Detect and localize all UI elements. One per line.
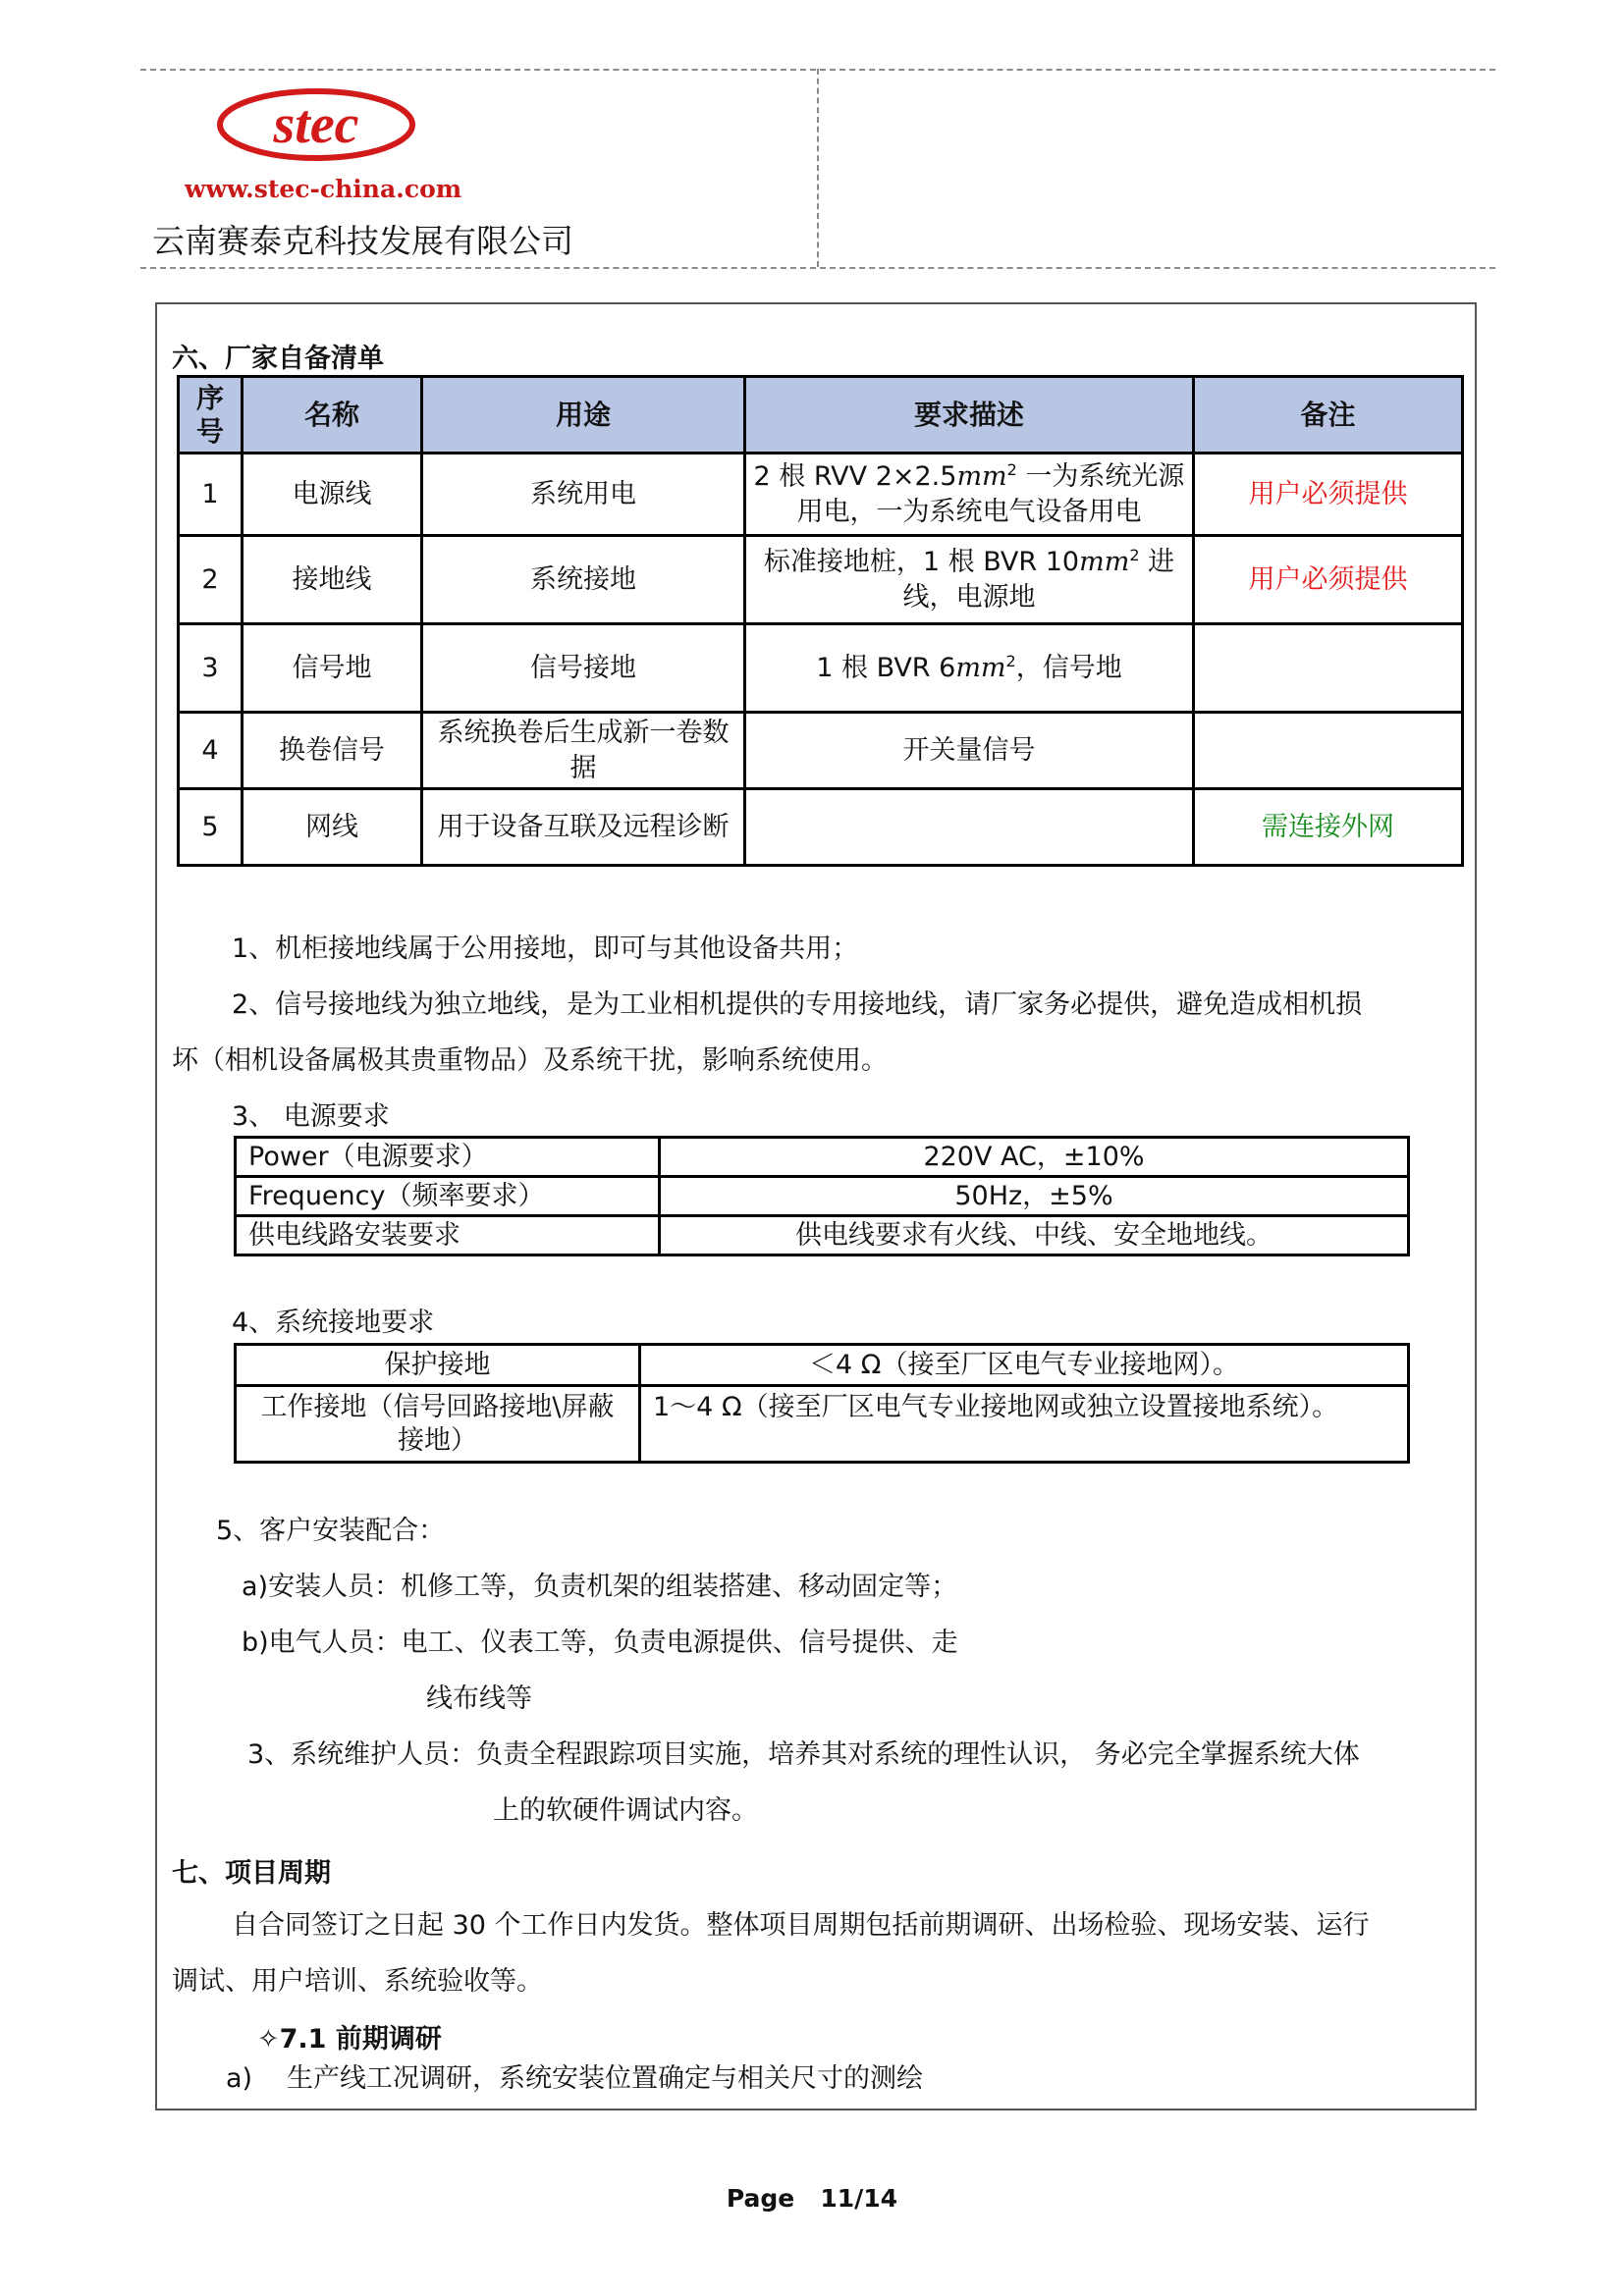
cell-desc: 2 根 RVV $2\times 2.5mm^2$ 一为系统光源用电，一为系统电气设备用电 <box>745 454 1194 536</box>
cell-use: 系统换卷后生成新一卷数据 <box>422 713 745 789</box>
protect-ground-key: 保护接地 <box>236 1345 640 1386</box>
col-header-desc: 要求描述 <box>745 377 1194 454</box>
stec-logo-icon <box>216 86 417 163</box>
note-2-cont: 坏（相机设备属极其贵重物品）及系统干扰，影响系统使用。 <box>172 1045 888 1076</box>
power-table <box>234 1136 1410 1256</box>
svg-text:stec: stec <box>273 94 359 155</box>
section7-title: 七、项目周期 <box>172 1858 331 1889</box>
table-header-row <box>179 377 1463 454</box>
cooperation-a: a)安装人员：机修工等，负责机架的组装搭建、移动固定等； <box>242 1572 958 1602</box>
cell-note: 需连接外网 <box>1194 789 1463 866</box>
cell-use: 系统接地 <box>422 536 745 624</box>
cell-desc: 1 根 BVR $6mm^2$，信号地 <box>745 624 1194 713</box>
cell-note: 用户必须提供 <box>1194 454 1463 536</box>
cell-no: 3 <box>179 624 243 713</box>
table-row <box>179 454 1463 536</box>
item-a-text: 生产线工况调研，系统安装位置确定与相关尺寸的测绘 <box>287 2063 923 2094</box>
supplies-table <box>177 375 1464 867</box>
cell-note <box>1194 624 1463 713</box>
table-row <box>179 789 1463 866</box>
cell-name: 电源线 <box>243 454 422 536</box>
cell-desc <box>745 789 1194 866</box>
cooperation-c-cont: 上的软硬件调试内容。 <box>493 1795 758 1826</box>
cell-desc: 标准接地桩，1 根 BVR $10mm^2$ 进线，电源地 <box>745 536 1194 624</box>
col-header-no: 序号 <box>179 377 243 454</box>
cooperation-b: b)电气人员：电工、仪表工等，负责电源提供、信号提供、走 <box>242 1628 958 1658</box>
diamond-bullet-icon: ✧ <box>257 2024 280 2055</box>
note-2: 2、信号接地线为独立地线，是为工业相机提供的专用接地线，请厂家务必提供，避免造成相机损 <box>232 989 1363 1020</box>
work-ground-value: 1～4 Ω（接至厂区电气专业接地网或独立设置接地系统）。 <box>640 1386 1409 1463</box>
cell-no: 2 <box>179 536 243 624</box>
cell-name: 网线 <box>243 789 422 866</box>
grounding-title: 4、系统接地要求 <box>232 1308 435 1338</box>
wiring-key: 供电线路安装要求 <box>236 1216 660 1255</box>
cell-desc: 开关量信号 <box>745 713 1194 789</box>
table-row <box>236 1177 1409 1216</box>
section7-p1: 自合同签订之日起 30 个工作日内发货。整体项目周期包括前期调研、出场检验、现场安装、运行 <box>232 1910 1370 1941</box>
power-key: Power（电源要求） <box>236 1138 660 1177</box>
table-row <box>179 713 1463 789</box>
section71-title: ✧7.1 前期调研 <box>257 2024 442 2055</box>
page-footer: Page 11/14 <box>726 2184 898 2213</box>
table-row <box>179 536 1463 624</box>
cell-no: 5 <box>179 789 243 866</box>
cooperation-b-cont: 线布线等 <box>426 1683 532 1714</box>
work-ground-key: 工作接地（信号回路接地\屏蔽接地） <box>236 1386 640 1463</box>
header-divider <box>817 69 819 267</box>
company-name: 云南赛泰克科技发展有限公司 <box>152 222 573 260</box>
col-header-use: 用途 <box>422 377 745 454</box>
table-row <box>236 1345 1409 1386</box>
wiring-value: 供电线要求有火线、中线、安全地地线。 <box>660 1216 1409 1255</box>
power-value: 220V AC，±10% <box>660 1138 1409 1177</box>
power-title: 3、 电源要求 <box>232 1101 390 1132</box>
table-row <box>236 1386 1409 1463</box>
section7-p2: 调试、用户培训、系统验收等。 <box>172 1966 543 1997</box>
protect-ground-value: ＜4 Ω（接至厂区电气专业接地网）。 <box>640 1345 1409 1386</box>
website-url[interactable]: www.stec-china.com <box>185 175 462 203</box>
col-header-name: 名称 <box>243 377 422 454</box>
cell-use: 系统用电 <box>422 454 745 536</box>
cell-no: 1 <box>179 454 243 536</box>
frequency-value: 50Hz，±5% <box>660 1177 1409 1216</box>
table-row <box>236 1138 1409 1177</box>
cell-note <box>1194 713 1463 789</box>
frequency-key: Frequency（频率要求） <box>236 1177 660 1216</box>
cell-name: 换卷信号 <box>243 713 422 789</box>
table-row <box>179 624 1463 713</box>
cell-note: 用户必须提供 <box>1194 536 1463 624</box>
cell-name: 接地线 <box>243 536 422 624</box>
cell-use: 信号接地 <box>422 624 745 713</box>
cooperation-title: 5、客户安装配合： <box>216 1516 446 1546</box>
cell-use: 用于设备互联及远程诊断 <box>422 789 745 866</box>
header-bottom-rule <box>140 267 1495 269</box>
col-header-note: 备注 <box>1194 377 1463 454</box>
cell-no: 4 <box>179 713 243 789</box>
grounding-table <box>234 1343 1410 1464</box>
cell-name: 信号地 <box>243 624 422 713</box>
section6-title: 六、厂家自备清单 <box>172 344 384 374</box>
cooperation-c: 3、系统维护人员：负责全程跟踪项目实施，培养其对系统的理性认识， 务必完全掌握系统大体 <box>247 1739 1360 1770</box>
table-row <box>236 1216 1409 1255</box>
note-1: 1、机柜接地线属于公用接地，即可与其他设备共用； <box>232 934 859 964</box>
item-a-label: a) <box>226 2063 253 2094</box>
